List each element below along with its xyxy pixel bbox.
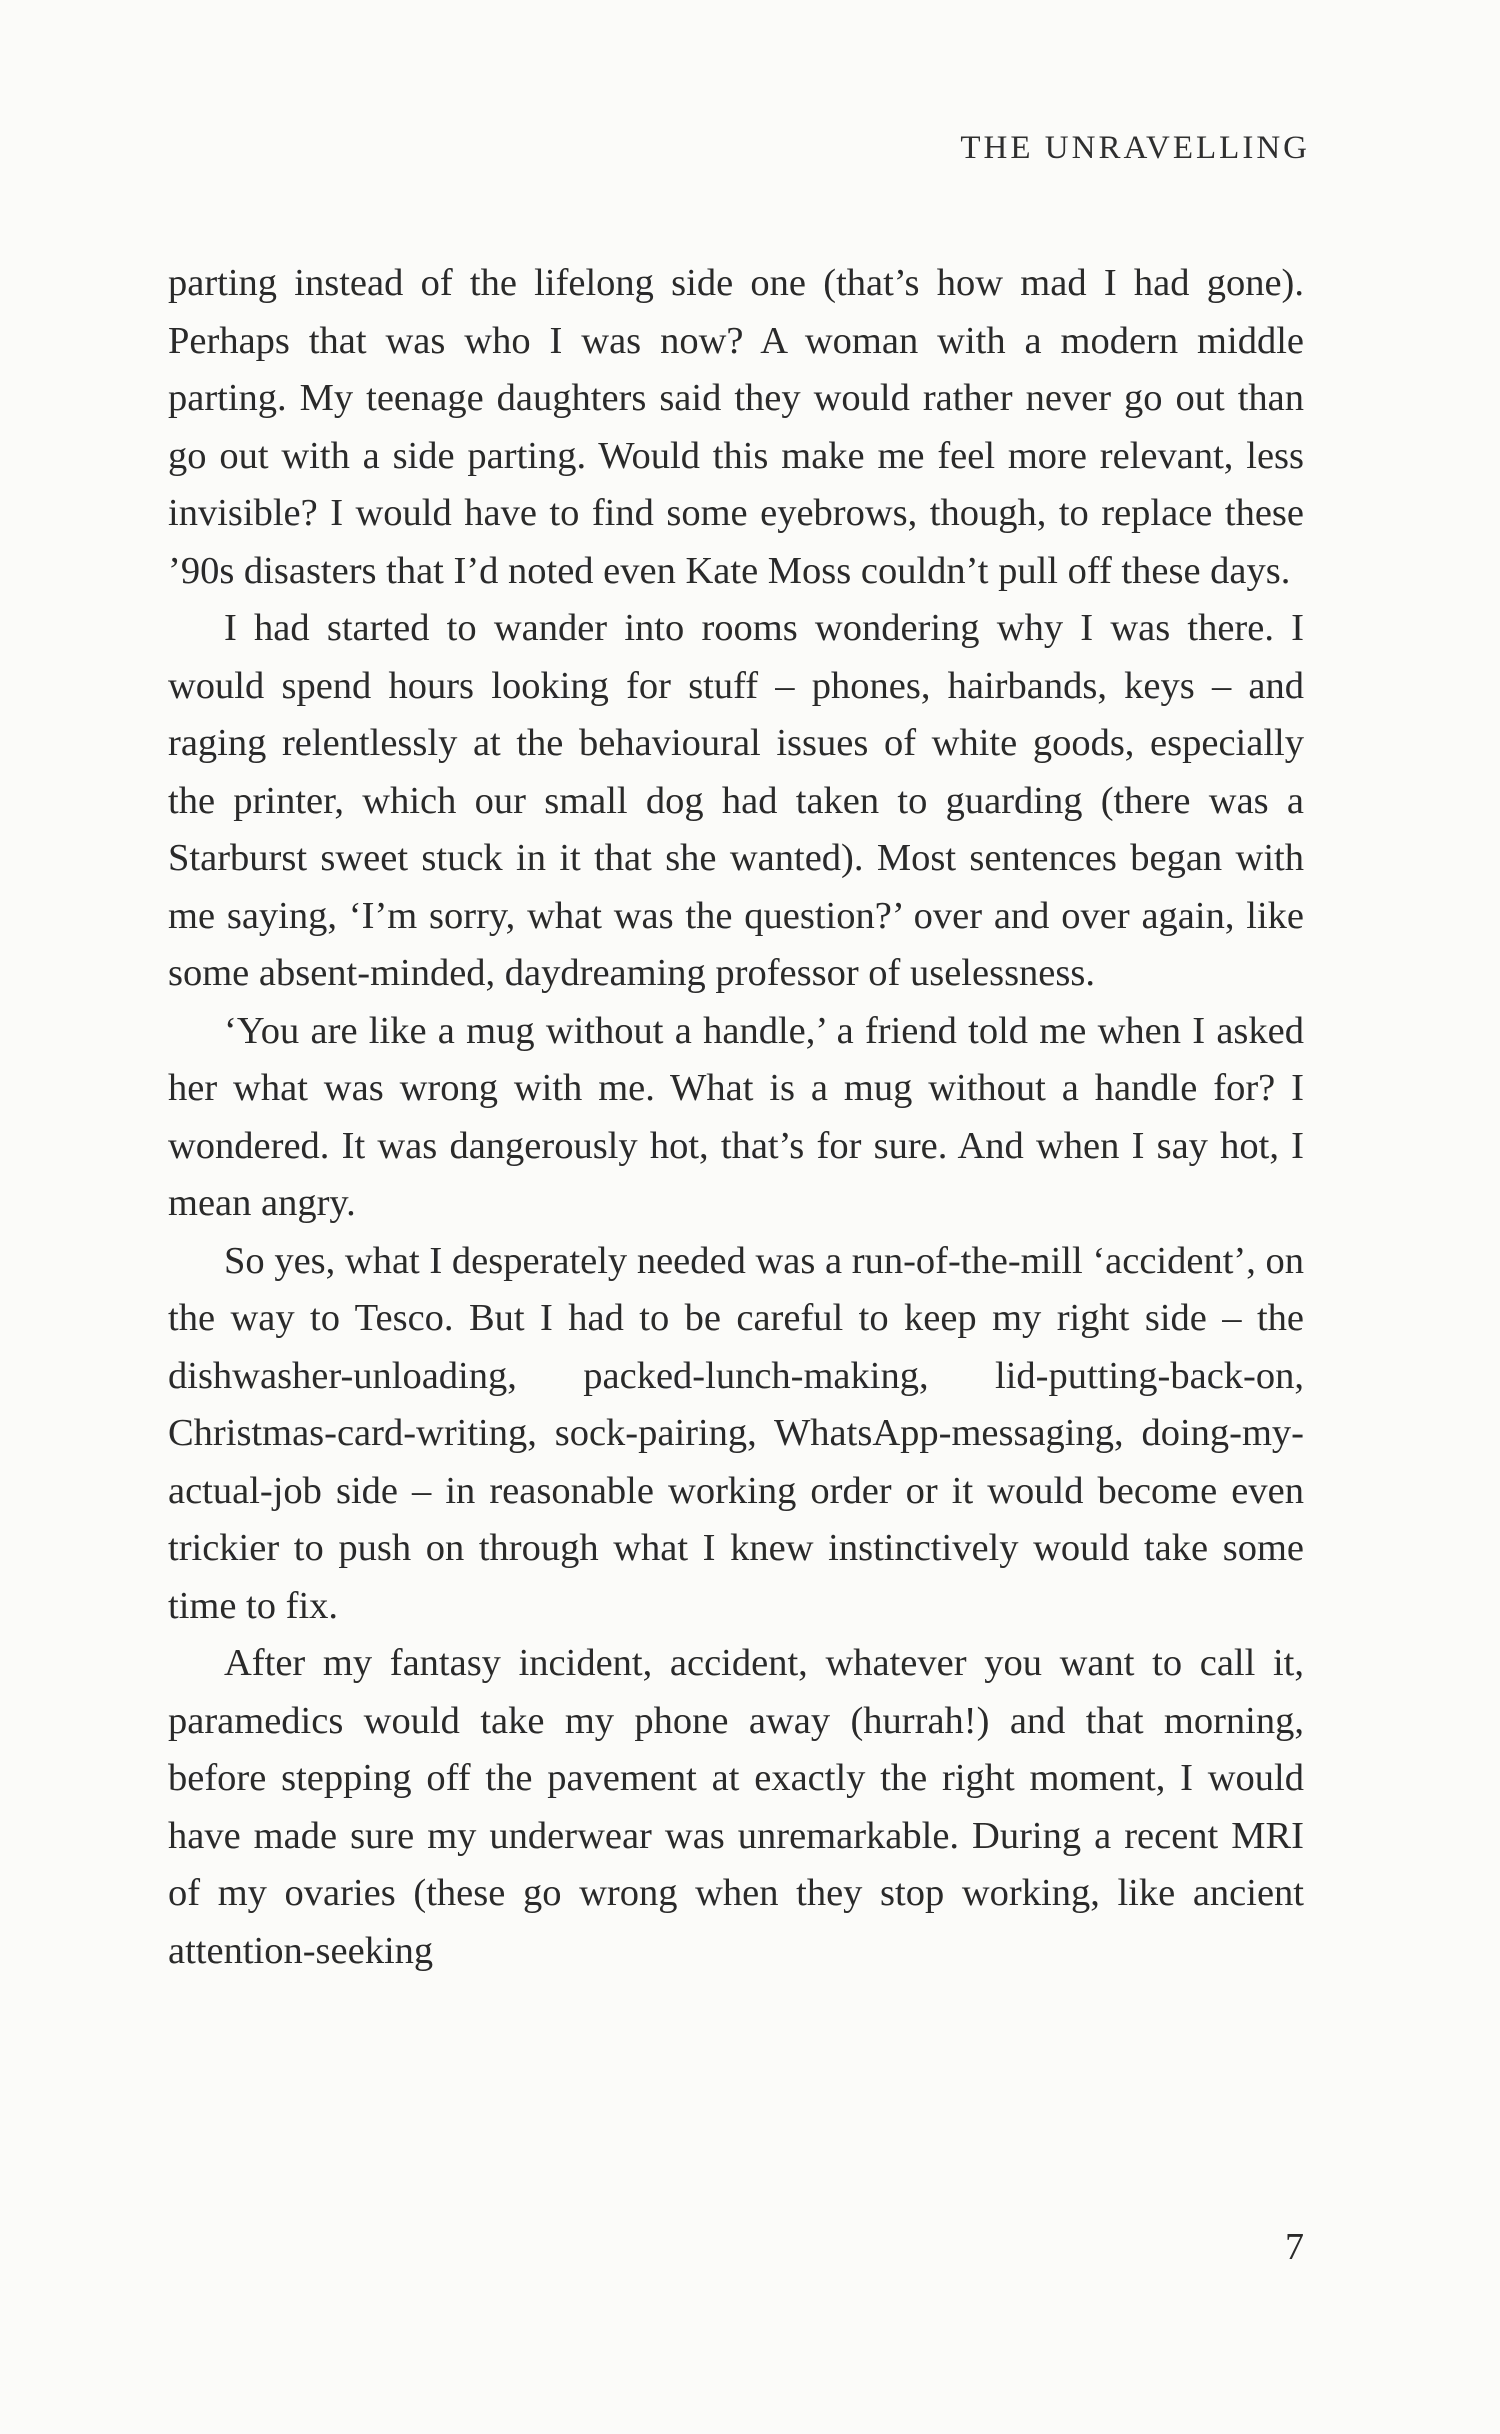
page-number: 7	[1285, 2226, 1304, 2268]
paragraph-3: ‘You are like a mug without a handle,’ a friend told me when I asked her what was wrong with me. What is a mug without a handle for? I wondered. It was dangerously hot, that’s for sure. And when I say hot, I mean angry.	[168, 1009, 1304, 1224]
paragraph-2: I had started to wander into rooms wondering why I was there. I would spend hours looking for stuff – phones, hairbands, keys – and raging relentlessly at the behavioural issues of white goods, especially the printer, which our small dog had taken to guarding (there was a Starburst sweet stuck in it that she wanted). Most sentences began with me saying, ‘I’m sorry, what was the question?’ over and over again, like some absent-minded, daydreaming professor of uselessness.	[168, 607, 1304, 994]
paragraph-5: After my fantasy incident, accident, whatever you want to call it, paramedics would take my phone away (hurrah!) and that morning, before stepping off the pavement at exactly the right moment, I would have made sure my underwear was unremarkable. During a recent MRI of my ovaries (these go wrong when they stop working, like ancient attention-seeking	[168, 1642, 1304, 1972]
body-text	[168, 255, 1304, 1980]
running-header: THE UNRAVELLING	[960, 130, 1310, 166]
paragraph-4: So yes, what I desperately needed was a run-of-the-mill ‘accident’, on the way to Tesco. But I had to be careful to keep my right side – the dishwasher-unloading, packed-lunch-making, lid-putting-back-on, Christmas-card-writing, sock-pairing, WhatsApp-messaging, doing-my-actual-job side – in reasonable working order or it would become even trickier to push on through what I knew instinctively would take some time to fix.	[168, 1239, 1304, 1627]
paragraph-1: parting instead of the lifelong side one (that’s how mad I had gone). Perhaps that was who I was now? A woman with a modern middle parting. My teenage daughters said they would rather never go out than go out with a side parting. Would this make me feel more relevant, less invisible? I would have to find some eyebrows, though, to replace these ’90s disasters that I’d noted even Kate Moss couldn’t pull off these days.	[168, 262, 1304, 592]
